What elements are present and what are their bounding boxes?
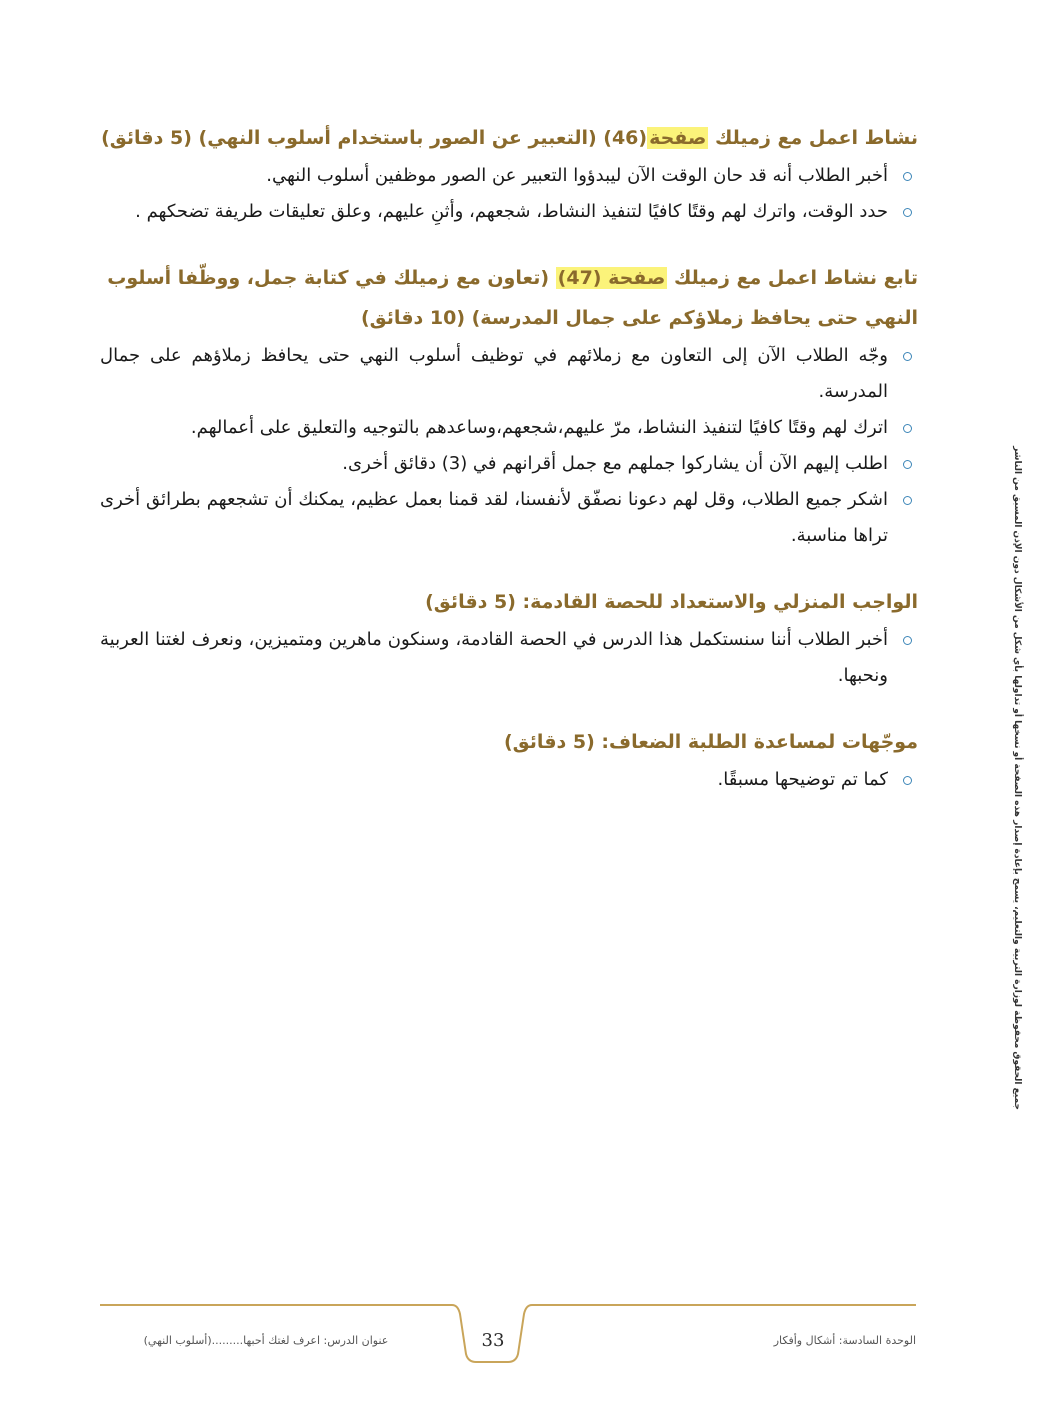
circle-bullet-icon [903,636,912,645]
list-item: أخبر الطلاب أننا سنستكمل هذا الدرس في الحصة القادمة، وسنكون ماهرين ومتميزين، ونعرف لغتنا العربية ونحبها. [100,622,918,694]
list-item: حدد الوقت، واترك لهم وقتًا كافيًا لتنفيذ النشاط، شجعهم، وأثنِ عليهم، وعلق تعليقات طريفة تضحكهم . [100,194,918,230]
circle-bullet-icon [903,208,912,217]
footer-lesson-title: عنوان الدرس: اعرف لغتك أحبها.........(أسلوب النهي) [143,1334,389,1347]
section-weak-students [100,722,918,798]
section-homework [100,582,918,694]
circle-bullet-icon [903,172,912,181]
list-item: اترك لهم وقتًا كافيًا لتنفيذ النشاط، مرّ عليهم،شجعهم،وساعدهم بالتوجيه والتعليق على أعمالهم. [100,410,918,446]
circle-bullet-icon [903,424,912,433]
section-activity-46 [100,118,918,230]
list-item: وجّه الطلاب الآن إلى التعاون مع زملائهم في توظيف أسلوب النهي حتى يحافظ زملاؤهم على جمال المدرسة. [100,338,918,410]
section-heading [100,582,918,622]
heading-text: (46) (التعبير عن الصور باستخدام أسلوب النهي) (5 دقائق) [101,127,648,149]
heading-text: موجّهات لمساعدة الطلبة الضعاف: (5 دقائق) [503,731,918,753]
highlighted-page-ref: صفحة [649,127,707,149]
list-item: اشكر جميع الطلاب، وقل لهم دعونا نصفّق لأنفسنا، لقد قمنا بعمل عظيم، يمكنك أن تشجعهم بطرائق أخرى تراها مناسبة. [100,482,918,554]
footer-rule-right [544,1304,916,1306]
section-activity-47 [100,258,918,554]
circle-bullet-icon [903,460,912,469]
copyright-side-note [1008,330,1024,1110]
section-heading [100,258,918,338]
copyright-text: جميع الحقوق محفوظة لوزارة التربية والتعليم، يسمح بإعادة إصدار هذه الصفحة أو نسخها أو تداولها بأي شكل من الأشكال دون الإذن المسبق من الناشر [1012,446,1022,1110]
bullet-list [100,158,918,230]
list-item: اطلب إليهم الآن أن يشاركوا جملهم مع جمل أقرانهم في (3) دقائق أخرى. [100,446,918,482]
footer-unit-title: الوحدة السادسة: أشكال وأفكار [773,1334,916,1347]
heading-text: (تعاون مع زميلك في كتابة جمل، ووظّفا أسلوب النهي حتى يحافظ زملاؤكم على جمال المدرسة) (10 دقائق) [107,267,918,329]
circle-bullet-icon [903,352,912,361]
circle-bullet-icon [903,496,912,505]
circle-bullet-icon [903,776,912,785]
main-content [100,118,918,826]
heading-text: تابع نشاط اعمل مع زميلك [667,267,918,289]
list-item: كما تم توضيحها مسبقًا. [100,762,918,798]
heading-text: نشاط اعمل مع زميلك [708,127,918,149]
bullet-list [100,762,918,798]
section-heading [100,118,918,158]
heading-text: الواجب المنزلي والاستعداد للحصة القادمة: (5 دقائق) [425,591,918,613]
section-heading [100,722,918,762]
bullet-list [100,338,918,554]
highlighted-page-ref: صفحة (47) [557,267,666,289]
bullet-list [100,622,918,694]
list-item: أخبر الطلاب أنه قد حان الوقت الآن ليبدؤوا التعبير عن الصور موظفين أسلوب النهي. [100,158,918,194]
footer-rule-left [100,1304,440,1306]
page-number: 33 [481,1330,505,1351]
